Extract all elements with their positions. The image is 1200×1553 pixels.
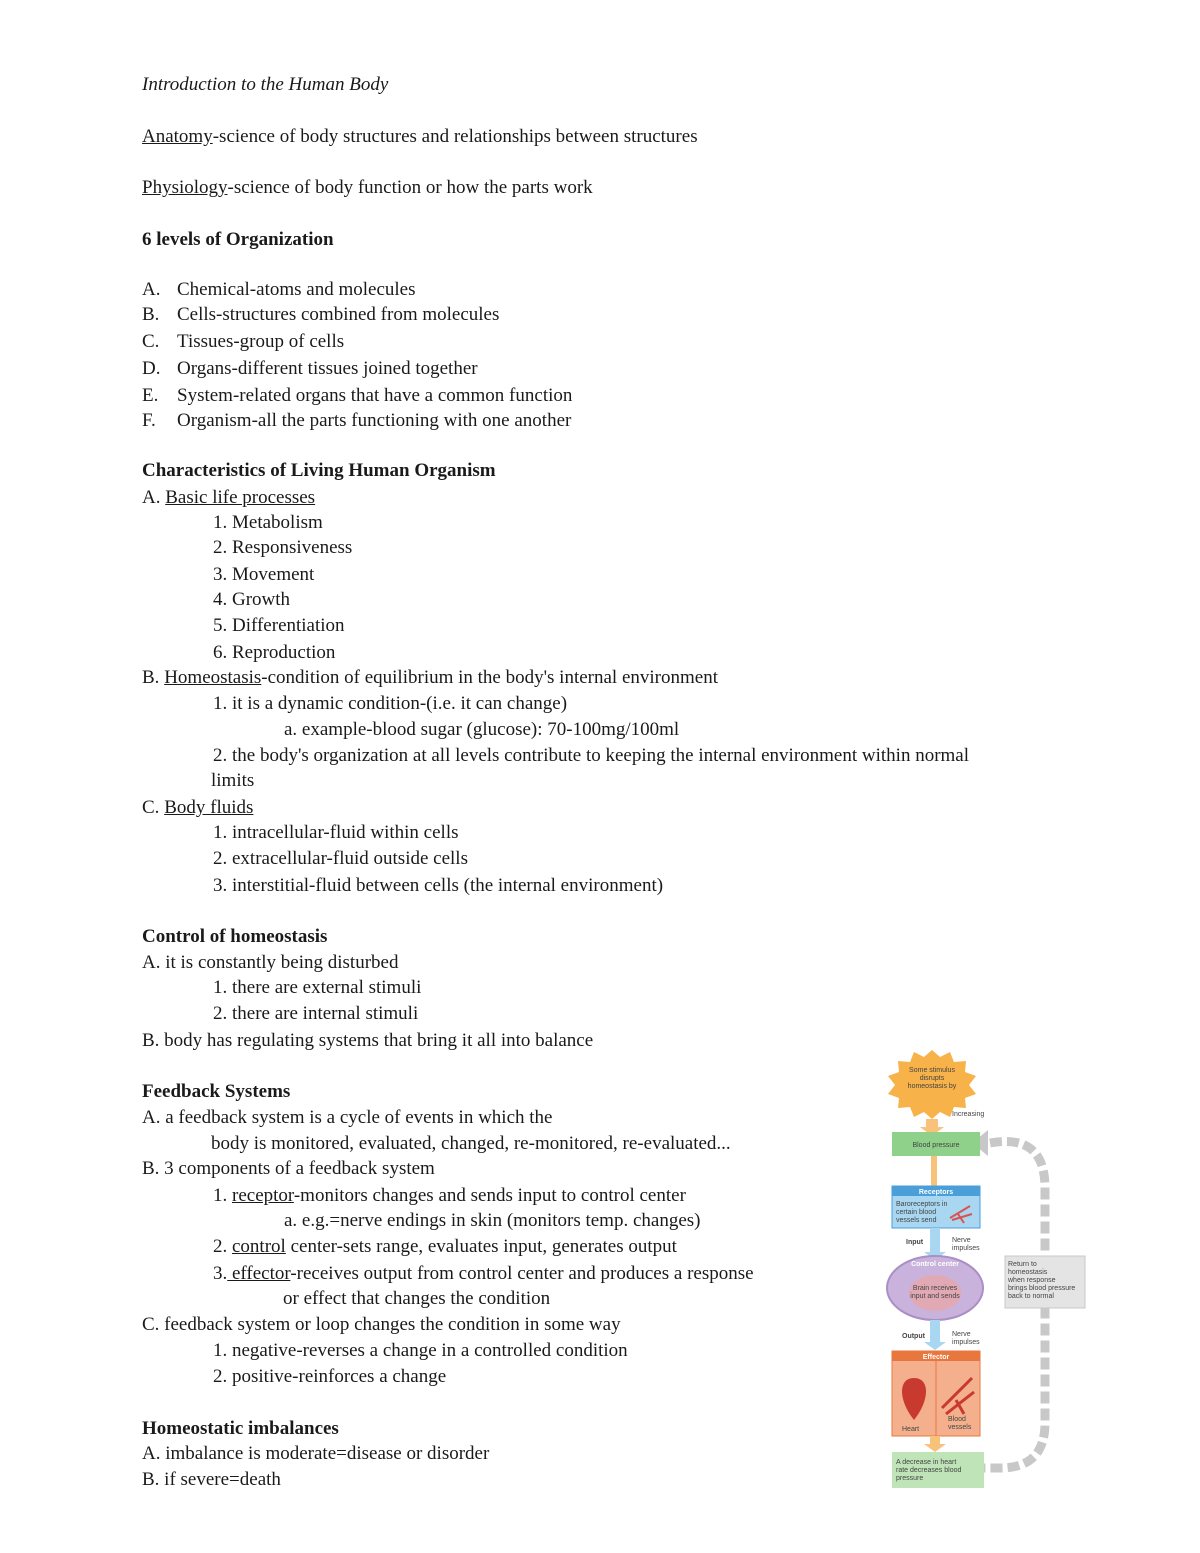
level-item <box>142 357 478 381</box>
return-text: Return to <box>1008 1261 1037 1268</box>
anatomy-definition <box>142 125 698 149</box>
basic-life-processes-term: Basic life processes <box>165 487 316 508</box>
control-center-text: input and sends <box>910 1293 960 1300</box>
homeostasis-point: 2. the body's organization at all levels contribute to keeping the internal environment within normal <box>213 745 970 766</box>
feedback-subpoint: 2. positive-reinforces a change <box>213 1366 447 1387</box>
level-text: Chemical-atoms and molecules <box>177 279 416 300</box>
increasing-label: Increasing <box>952 1111 985 1118</box>
effector-text: -receives output from control center and produces a response <box>290 1263 754 1284</box>
receptors-text: Baroreceptors in <box>896 1201 948 1208</box>
control-point: B. body has regulating systems that bring it all into balance <box>142 1030 594 1051</box>
heart-label: Heart <box>902 1426 920 1433</box>
receptor-example: a. e.g.=nerve endings in skin (monitors temp. changes) <box>284 1210 701 1231</box>
receptors-text: certain blood <box>896 1209 937 1216</box>
level-text: Organs-different tissues joined together <box>177 358 478 379</box>
process-item: 4. Growth <box>213 589 291 610</box>
nerve-impulses-label: impulses <box>952 1245 980 1252</box>
output-arrowhead <box>924 1342 946 1350</box>
feedback-loop-diagram <box>880 1048 1095 1493</box>
level-marker: B. <box>142 304 160 325</box>
return-text: back to normal <box>1008 1293 1054 1300</box>
homeostasis-example: a. example-blood sugar (glucose): 70-100mg/100ml <box>284 719 680 740</box>
level-item <box>142 330 344 354</box>
input-label: Input <box>906 1239 924 1246</box>
fluid-item: 2. extracellular-fluid outside cells <box>213 848 468 869</box>
homeostasis-term: Homeostasis <box>164 667 262 688</box>
fluid-item: 3. interstitial-fluid between cells (the internal environment) <box>213 875 664 896</box>
characteristics-heading: Characteristics of Living Human Organism <box>142 460 496 481</box>
return-text: homeostasis <box>1008 1269 1048 1276</box>
level-marker: C. <box>142 331 160 352</box>
item-marker: A. <box>142 487 166 508</box>
body-fluids <box>142 796 253 820</box>
feedback-point-continued: body is monitored, evaluated, changed, re-monitored, re-evaluated... <box>211 1133 731 1154</box>
item-marker: C. <box>142 797 165 818</box>
level-item <box>142 384 572 408</box>
control-point: A. it is constantly being disturbed <box>142 952 399 973</box>
level-text: Tissues-group of cells <box>177 331 345 352</box>
level-text: Organism-all the parts functioning with one another <box>177 410 572 431</box>
process-item: 3. Movement <box>213 564 315 585</box>
output-label: Output <box>902 1333 925 1340</box>
vessels-label: vessels <box>948 1424 972 1431</box>
nerve-impulses-label: Nerve <box>952 1237 971 1244</box>
effector-term: effector <box>227 1263 291 1284</box>
feedback-point: B. 3 components of a feedback system <box>142 1158 435 1179</box>
effector-point <box>213 1262 754 1286</box>
homeostasis-text: -condition of equilibrium in the body's internal environment <box>261 667 718 688</box>
level-marker: D. <box>142 358 161 379</box>
response-text: A decrease in heart <box>896 1459 957 1466</box>
controlled-condition-label: Blood pressure <box>912 1142 960 1149</box>
receptor-text: -monitors changes and sends input to control center <box>293 1185 686 1206</box>
stimulus-text: homeostasis by <box>907 1083 957 1090</box>
control-term: control <box>232 1236 286 1257</box>
return-text: when response <box>1008 1277 1056 1284</box>
homeostasis-point-continued: limits <box>211 770 255 791</box>
physiology-term: Physiology <box>142 177 228 198</box>
receptor-term: receptor <box>232 1185 294 1206</box>
homeostasis-point: 1. it is a dynamic condition-(i.e. it can change) <box>213 693 568 714</box>
response-text: pressure <box>896 1475 924 1482</box>
document-title: Introduction to the Human Body <box>142 74 389 95</box>
input-arrow <box>930 1228 940 1254</box>
down-arrowhead <box>924 1444 946 1452</box>
level-item <box>142 409 571 433</box>
imbalances-heading: Homeostatic imbalances <box>142 1418 339 1439</box>
feedback-point: C. feedback system or loop changes the condition in some way <box>142 1314 621 1335</box>
fluid-item: 1. intracellular-fluid within cells <box>213 822 459 843</box>
effector-point-continued: or effect that changes the condition <box>283 1288 551 1309</box>
imbalance-point: A. imbalance is moderate=disease or disorder <box>142 1443 490 1464</box>
control-subpoint: 1. there are external stimuli <box>213 977 422 998</box>
anatomy-term: Anatomy <box>142 126 213 147</box>
vessels-label: Blood <box>948 1416 966 1423</box>
level-item <box>142 303 499 327</box>
item-marker: 3. <box>213 1263 228 1284</box>
output-arrow <box>930 1320 940 1344</box>
process-item: 6. Reproduction <box>213 642 336 663</box>
process-item: 5. Differentiation <box>213 615 345 636</box>
down-arrow <box>931 1156 937 1186</box>
level-text: System-related organs that have a common function <box>177 385 573 406</box>
item-marker: 2. <box>213 1236 232 1257</box>
receptor-point <box>213 1184 686 1208</box>
process-item: 1. Metabolism <box>213 512 323 533</box>
basic-life-processes <box>142 486 315 510</box>
homeostasis-definition <box>142 666 718 690</box>
effector-title: Effector <box>922 1354 950 1361</box>
stimulus-text: disrupts <box>919 1075 945 1082</box>
level-text: Cells-structures combined from molecules <box>177 304 500 325</box>
feedback-point: A. a feedback system is a cycle of events in which the <box>142 1107 553 1128</box>
imbalance-point: B. if severe=death <box>142 1469 281 1490</box>
level-item <box>142 278 415 302</box>
control-center-title: Control center <box>911 1261 959 1268</box>
stimulus-text: Some stimulus <box>909 1067 955 1074</box>
control-heading: Control of homeostasis <box>142 926 328 947</box>
nerve-impulses-label: Nerve <box>952 1331 971 1338</box>
level-marker: F. <box>142 410 156 431</box>
control-subpoint: 2. there are internal stimuli <box>213 1003 419 1024</box>
control-center-point <box>213 1235 677 1259</box>
response-text: rate decreases blood <box>896 1467 962 1474</box>
feedback-subpoint: 1. negative-reverses a change in a controlled condition <box>213 1340 628 1361</box>
nerve-impulses-label: impulses <box>952 1339 980 1346</box>
control-center-text: Brain receives <box>912 1285 958 1292</box>
anatomy-text: -science of body structures and relationships between structures <box>212 126 698 147</box>
feedback-heading: Feedback Systems <box>142 1081 291 1102</box>
receptors-title: Receptors <box>918 1189 954 1196</box>
physiology-definition <box>142 176 593 200</box>
level-marker: E. <box>142 385 159 406</box>
physiology-text: -science of body function or how the parts work <box>227 177 593 198</box>
control-text: center-sets range, evaluates input, generates output <box>285 1236 677 1257</box>
item-marker: B. <box>142 667 165 688</box>
return-text: brings blood pressure <box>1008 1285 1076 1292</box>
process-item: 2. Responsiveness <box>213 537 353 558</box>
item-marker: 1. <box>213 1185 232 1206</box>
body-fluids-term: Body fluids <box>164 797 254 818</box>
receptors-text: vessels send <box>896 1217 937 1224</box>
levels-heading: 6 levels of Organization <box>142 229 334 250</box>
level-marker: A. <box>142 279 161 300</box>
